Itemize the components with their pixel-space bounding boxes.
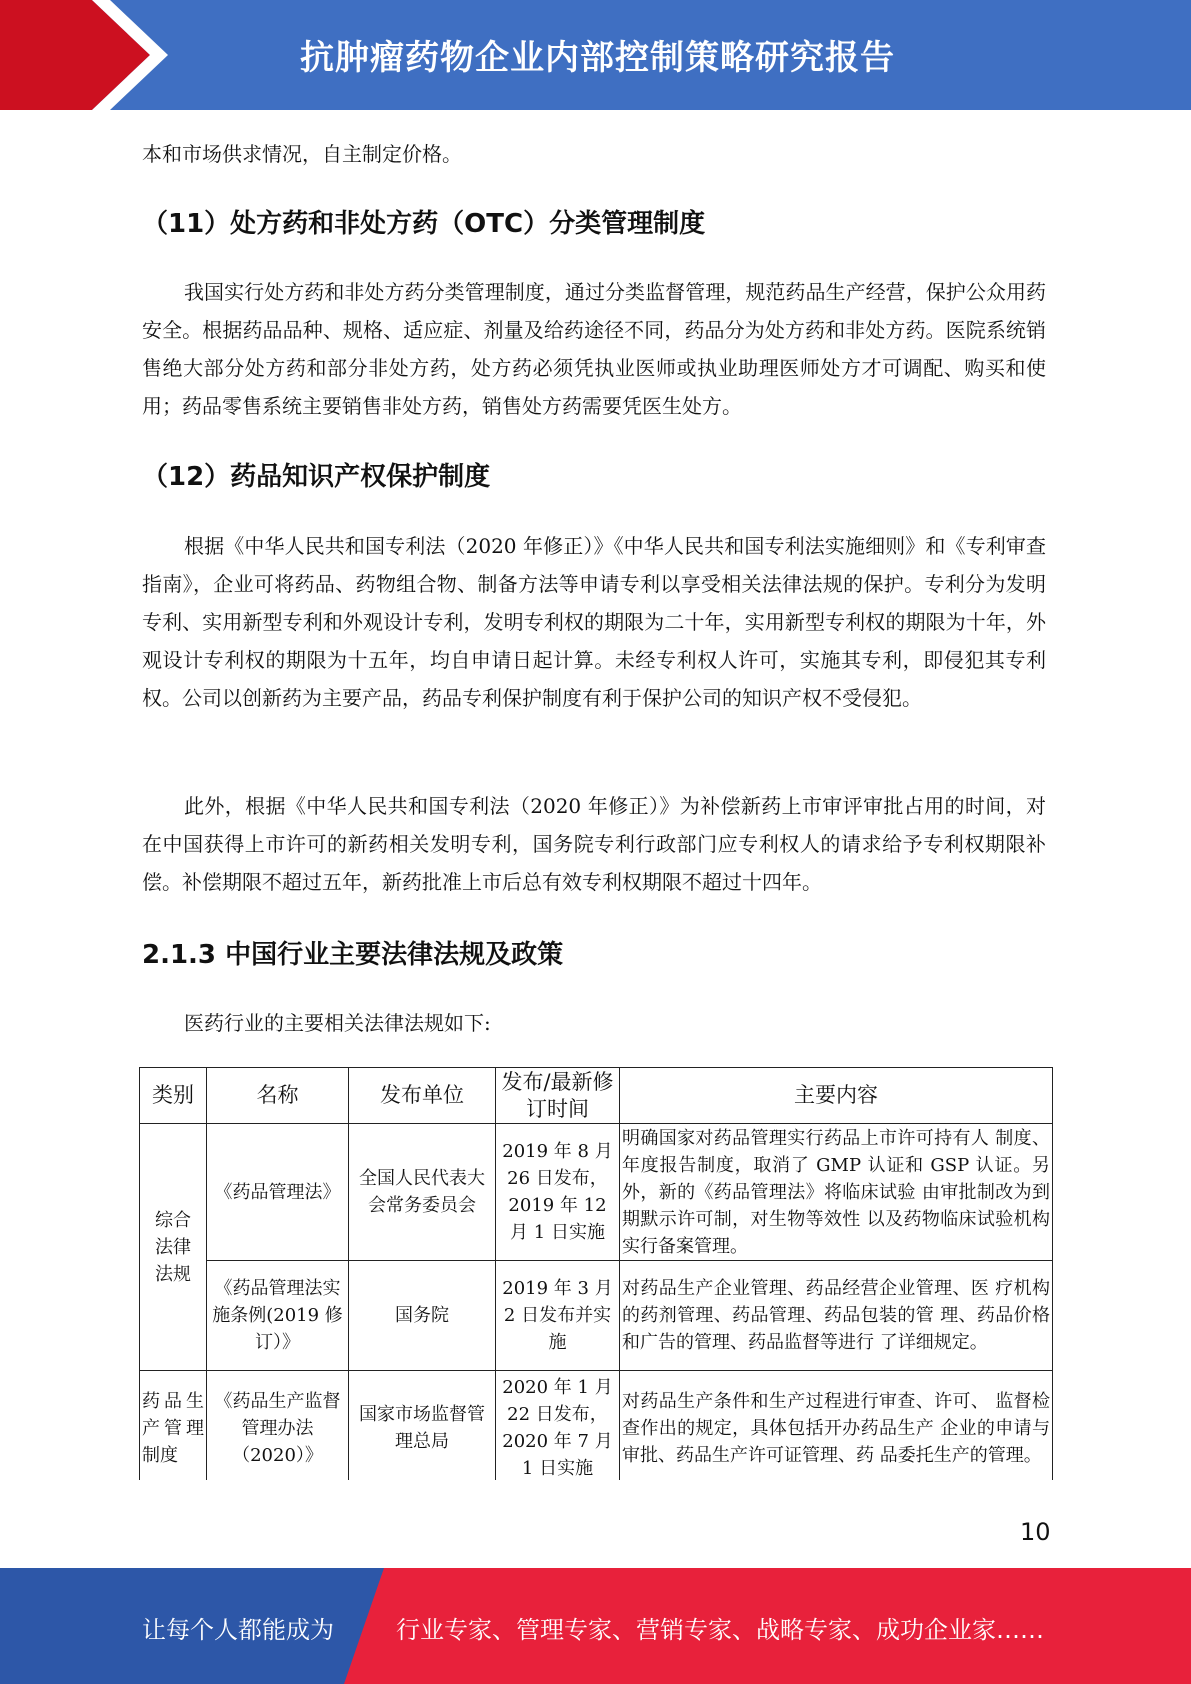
page-number: 10: [1020, 1518, 1051, 1546]
category-cell: 综合法律法规: [140, 1124, 207, 1371]
section-heading-213: 2.1.3 中国行业主要法律法规及政策: [142, 940, 564, 970]
date-cell: 2019 年 8 月 26 日发布，2019 年 12 月 1 日实施: [496, 1124, 620, 1261]
header-issuer: 发布单位: [349, 1068, 496, 1124]
table-header-row: [140, 1068, 1053, 1124]
footer-banner: [0, 1568, 1191, 1684]
category-cell: 药品生产管理制度: [140, 1371, 207, 1481]
footer-slogan-left: 让每个人都能成为: [142, 1616, 334, 1644]
law-name-cell: 《药品管理法》: [207, 1124, 349, 1261]
law-table: [139, 1067, 1053, 1480]
law-table-container: [130, 1060, 1060, 1480]
table-row: [140, 1371, 1053, 1481]
header-category: 类别: [140, 1068, 207, 1124]
content-cell: 对药品生产条件和生产过程进行审查、许可、 监督检查作出的规定，具体包括开办药品生产 企业的申请与审批、药品生产许可证管理、药 品委托生产的管理。: [620, 1371, 1053, 1481]
footer-slogan-right: 行业专家、管理专家、营销专家、战略专家、成功企业家……: [396, 1616, 1044, 1644]
table-intro: 医药行业的主要相关法律法规如下:: [184, 1011, 491, 1035]
section-heading-12: （12）药品知识产权保护制度: [142, 462, 491, 492]
header-date: 发布/最新修订时间: [496, 1068, 620, 1124]
table-row: [140, 1261, 1053, 1371]
report-title: 抗肿瘤药物企业内部控制策略研究报告: [300, 38, 895, 78]
law-name-cell: 《药品生产监督管理办法（2020）》: [207, 1371, 349, 1481]
content-cell: 对药品生产企业管理、药品经营企业管理、医 疗机构的药剂管理、药品管理、药品包装的管 理、药品价格和广告的管理、药品监督等进行 了详细规定。: [620, 1261, 1053, 1371]
section-heading-11: （11）处方药和非处方药（OTC）分类管理制度: [142, 209, 706, 239]
issuer-cell: 国家市场监督管理总局: [349, 1371, 496, 1481]
paragraph-otc: 我国实行处方药和非处方药分类管理制度，通过分类监督管理，规范药品生产经营，保护公众用药安全。根据药品品种、规格、适应症、剂量及给药途径不同，药品分为处方药和非处方药。医院系统销售绝大部分处方药和部分非处方药，处方药必须凭执业医师或执业助理医师处方才可调配、购买和使用；药品零售系统主要销售非处方药，销售处方药需要凭医生处方。: [142, 280, 1046, 418]
header-name: 名称: [207, 1068, 349, 1124]
content-cell: 明确国家对药品管理实行药品上市许可持有人 制度、年度报告制度，取消了 GMP 认证和 GSP 认证。另外，新的《药品管理法》将临床试验 由审批制改为到期默示许可制，对生物等效性 以及药物临床试验机构实行备案管理。: [620, 1124, 1053, 1261]
header-content: 主要内容: [620, 1068, 1053, 1124]
paragraph-patent-1: 根据《中华人民共和国专利法（2020 年修正）》《中华人民共和国专利法实施细则》和《专利审查指南》，企业可将药品、药物组合物、制备方法等申请专利以享受相关法律法规的保护。专利分为发明专利、实用新型专利和外观设计专利，发明专利权的期限为二十年，实用新型专利权的期限为十年，外观设计专利权的期限为十五年，均自申请日起计算。未经专利权人许可，实施其专利，即侵犯其专利权。公司以创新药为主要产品，药品专利保护制度有利于保护公司的知识产权不受侵犯。: [142, 534, 1046, 710]
date-cell: 2019 年 3 月 2 日发布并实施: [496, 1261, 620, 1371]
paragraph-patent-2: 此外，根据《中华人民共和国专利法（2020 年修正）》为补偿新药上市审评审批占用的时间，对在中国获得上市许可的新药相关发明专利，国务院专利行政部门应专利权人的请求给予专利权期限补偿。补偿期限不超过五年，新药批准上市后总有效专利权期限不超过十四年。: [142, 794, 1046, 894]
date-cell: 2020 年 1 月 22 日发布，2020 年 7 月 1 日实施: [496, 1371, 620, 1481]
header-banner: [0, 0, 1191, 110]
table-row: [140, 1124, 1053, 1261]
paragraph-continuation: 本和市场供求情况，自主制定价格。: [142, 142, 462, 166]
issuer-cell: 全国人民代表大会常务委员会: [349, 1124, 496, 1261]
law-name-cell: 《药品管理法实施条例(2019 修订）》: [207, 1261, 349, 1371]
issuer-cell: 国务院: [349, 1261, 496, 1371]
